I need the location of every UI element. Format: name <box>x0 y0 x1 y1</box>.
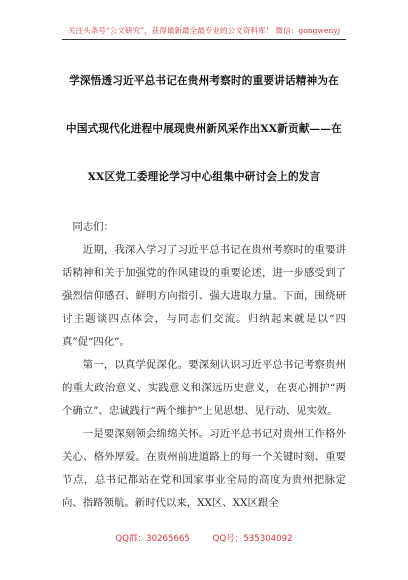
paragraph-first-point: 第一，以真学促深化。要深刻认识习近平总书记考察贵州的重大政治意义、实践意义和深远历史意义，在衷心拥护“两个确立”、忠诚践行“两个维护”上见思想、见行动、见实效。 <box>62 359 346 417</box>
page-footer <box>0 532 408 544</box>
header-divider <box>62 39 346 40</box>
page-header <box>0 0 408 48</box>
qq-number-label: QQ号：535304092 <box>212 534 293 544</box>
header-notice: 关注头条号“公文研究”，获得最新最全最专业的公文资料库！ 微信：gongwenyj <box>67 26 341 35</box>
greeting: 同志们： <box>72 221 114 233</box>
qq-group-label: QQ群：30265665 <box>115 534 190 544</box>
doc-title-line-3: XX区党工委理论学习中心组集中研讨会上的发言 <box>87 171 321 183</box>
paragraph-sub-point: 一是要深刻领会绵绵关怀。习近平总书记对贵州工作格外关心、格外厚爱。在贵州前进道路上的每一个关键时刻、重要节点，总书记都站在党和国家事业全局的高度为贵州把脉定向、指路领航。新时代以来，XX区、XX区跟全 <box>62 428 346 509</box>
doc-title-line-2: 中国式现代化进程中展现贵州新风采作出XX新贡献——在 <box>66 123 342 135</box>
doc-title-line-1: 学深悟透习近平总书记在贵州考察时的重要讲话精神为在 <box>69 75 339 87</box>
speech-text <box>62 216 346 515</box>
paragraph-intro: 近期，我深入学习了习近平总书记在贵州考察时的重要讲话精神和关于加强党的作风建设的重要论述，进一步感受到了强烈信仰感召、鲜明方向指引、强大进取力量。下面，围绕研讨主题谈四点体会，与同志们交流。归纳起来就是以“四真”促“四化”。 <box>62 244 346 348</box>
